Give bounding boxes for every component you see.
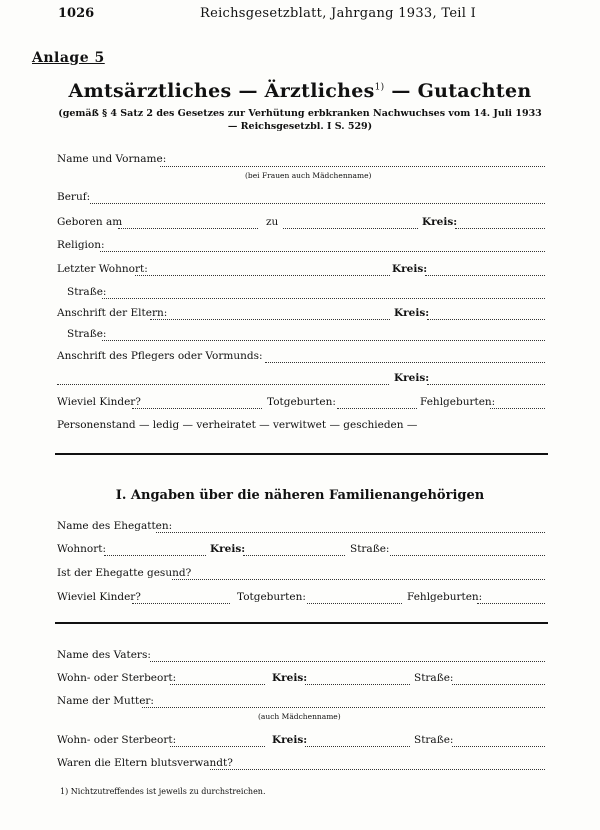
strasse-label-5: Straße: — [414, 734, 454, 746]
name-hint: (bei Frauen auch Mädchenname) — [245, 171, 372, 180]
kinder-field-1[interactable] — [132, 408, 262, 409]
strasse-field-4[interactable] — [452, 684, 545, 685]
beruf-field[interactable] — [90, 203, 545, 204]
blutsverwandt-field[interactable] — [210, 769, 545, 770]
kreis-field-1[interactable] — [455, 228, 545, 229]
title-suffix: — Gutachten — [384, 80, 532, 102]
mutter-label: Name der Mutter: — [57, 695, 154, 707]
mutter-hint: (auch Mädchenname) — [258, 712, 341, 721]
kinder-label-2: Wieviel Kinder? — [57, 591, 141, 603]
running-title: Reichsgesetzblatt, Jahrgang 1933, Teil I — [200, 6, 477, 21]
fehlgeburten-label-1: Fehlgeburten: — [420, 396, 496, 408]
totgeburten-label-2: Totgeburten: — [237, 591, 306, 603]
wohn-sterbeort-field-1[interactable] — [170, 684, 265, 685]
strasse-field-5[interactable] — [452, 746, 545, 747]
kreis-field-3[interactable] — [427, 319, 545, 320]
anschrift-pfleger-field[interactable] — [265, 362, 545, 363]
kreis-label-4: Kreis: — [394, 372, 430, 384]
kreis-label-5: Kreis: — [210, 543, 246, 555]
personenstand-options[interactable]: Personenstand — ledig — verheiratet — verwitwet — geschieden — — [57, 419, 418, 431]
anschrift-pfleger-field-2[interactable] — [57, 384, 389, 385]
mutter-field[interactable] — [142, 707, 545, 708]
kreis-field-6[interactable] — [305, 684, 410, 685]
ehegatte-label: Name des Ehegatten: — [57, 520, 173, 532]
fehlgeburten-field-2[interactable] — [477, 603, 545, 604]
zu-label: zu — [266, 216, 279, 228]
religion-label: Religion: — [57, 239, 105, 251]
vater-field[interactable] — [150, 661, 545, 662]
wohnort-field[interactable] — [104, 555, 206, 556]
strasse-field-1[interactable] — [102, 298, 545, 299]
gesund-label: Ist der Ehegatte gesund? — [57, 567, 192, 579]
document-title — [0, 80, 600, 102]
letzter-wohnort-label: Letzter Wohnort: — [57, 263, 148, 275]
title-footnote-ref: 1) — [374, 82, 385, 93]
blutsverwandt-label: Waren die Eltern blutsverwandt? — [57, 757, 233, 769]
kinder-label-1: Wieviel Kinder? — [57, 396, 141, 408]
name-label: Name und Vorname: — [57, 153, 167, 165]
anlage-label: Anlage 5 — [32, 50, 105, 66]
kreis-field-5[interactable] — [243, 555, 345, 556]
kreis-label-1: Kreis: — [422, 216, 458, 228]
kreis-field-7[interactable] — [305, 746, 410, 747]
geboren-label: Geboren am — [57, 216, 123, 228]
ehegatte-field[interactable] — [156, 532, 545, 533]
kreis-label-2: Kreis: — [392, 263, 428, 275]
anschrift-pfleger-label: Anschrift des Pflegers oder Vormunds: — [57, 350, 263, 362]
wohn-sterbeort-label-2: Wohn- oder Sterbeort: — [57, 734, 177, 746]
title-main: Amtsärztliches — Ärztliches — [68, 80, 375, 102]
kinder-field-2[interactable] — [132, 603, 230, 604]
kreis-field-2[interactable] — [425, 275, 545, 276]
subtitle-line1: (gemäß § 4 Satz 2 des Gesetzes zur Verhütung erbkranken Nachwuchses vom 14. Juli 1933 — [58, 108, 542, 119]
strasse-field-2[interactable] — [102, 340, 545, 341]
kreis-field-4[interactable] — [427, 384, 545, 385]
kreis-label-6: Kreis: — [272, 672, 308, 684]
geboren-field[interactable] — [118, 228, 258, 229]
strasse-label-3: Straße: — [350, 543, 390, 555]
name-field[interactable] — [160, 166, 545, 167]
gesund-field[interactable] — [172, 579, 545, 580]
wohn-sterbeort-label-1: Wohn- oder Sterbeort: — [57, 672, 177, 684]
footnote: 1) Nichtzutreffendes ist jeweils zu durchstreichen. — [60, 787, 266, 796]
fehlgeburten-label-2: Fehlgeburten: — [407, 591, 483, 603]
strasse-label-1: Straße: — [67, 286, 107, 298]
anschrift-eltern-label: Anschrift der Eltern: — [57, 307, 168, 319]
strasse-label-4: Straße: — [414, 672, 454, 684]
totgeburten-field-1[interactable] — [337, 408, 417, 409]
kreis-label-7: Kreis: — [272, 734, 308, 746]
geburtsort-field[interactable] — [283, 228, 418, 229]
religion-field[interactable] — [100, 251, 545, 252]
wohnort-label: Wohnort: — [57, 543, 107, 555]
divider-2 — [55, 622, 548, 624]
kreis-label-3: Kreis: — [394, 307, 430, 319]
totgeburten-label-1: Totgeburten: — [267, 396, 336, 408]
divider-1 — [55, 453, 548, 455]
section-1-title: I. Angaben über die näheren Familienangehörigen — [115, 488, 485, 503]
letzter-wohnort-field[interactable] — [135, 275, 390, 276]
page-number: 1026 — [58, 6, 95, 21]
anschrift-eltern-field[interactable] — [150, 319, 390, 320]
vater-label: Name des Vaters: — [57, 649, 151, 661]
subtitle-line2: — Reichsgesetzbl. I S. 529) — [227, 121, 373, 132]
fehlgeburten-field-1[interactable] — [490, 408, 545, 409]
totgeburten-field-2[interactable] — [307, 603, 402, 604]
beruf-label: Beruf: — [57, 191, 91, 203]
strasse-field-3[interactable] — [390, 555, 545, 556]
wohn-sterbeort-field-2[interactable] — [170, 746, 265, 747]
strasse-label-2: Straße: — [67, 328, 107, 340]
